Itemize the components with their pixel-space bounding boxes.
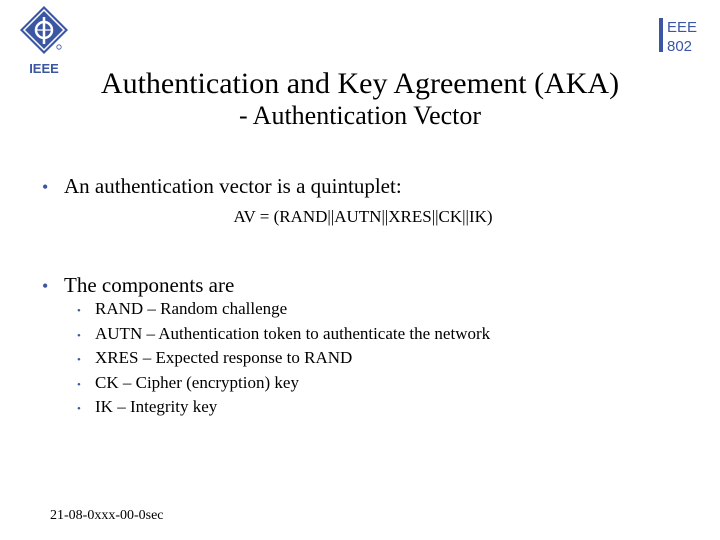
sub-bullet-dot: • <box>77 329 81 342</box>
list-item <box>77 323 490 348</box>
slide-subtitle: - Authentication Vector <box>238 101 482 130</box>
list-item <box>77 372 490 397</box>
component-autn: AUTN – Authentication token to authenticate the network <box>95 323 491 343</box>
bullet-text: The components are <box>64 273 235 297</box>
av-formula: AV = (RAND||AUTN||XRES||CK||IK) <box>233 207 493 226</box>
sub-bullet-dot: • <box>77 403 81 415</box>
component-ik: IK – Integrity key <box>95 397 218 416</box>
sub-bullet-dot: • <box>77 305 81 317</box>
slide-title: Authentication and Key Agreement (AKA) <box>100 67 620 100</box>
bullet-components <box>42 273 234 298</box>
components-list <box>77 298 490 421</box>
bullet-text: An authentication vector is a quintuplet: <box>64 174 402 198</box>
list-item <box>77 396 490 421</box>
document-id-footer: 21-08-0xxx-00-0sec <box>50 508 164 523</box>
component-xres: XRES – Expected response to RAND <box>95 348 353 367</box>
list-item <box>77 347 490 372</box>
component-ck: CK – Cipher (encryption) key <box>95 372 299 392</box>
ieee-802-badge-line1: EEE <box>667 19 698 36</box>
ieee-logo-text: IEEE <box>29 61 59 76</box>
ieee-802-badge-line2: 802 <box>667 38 693 54</box>
sub-bullet-dot: • <box>77 354 81 366</box>
bullet-quintuplet <box>42 174 402 199</box>
component-rand: RAND – Random challenge <box>95 299 288 318</box>
bullet-dot: • <box>42 177 49 197</box>
ieee-802-logo <box>657 16 705 54</box>
sub-bullet-dot: • <box>77 378 81 391</box>
list-item <box>77 298 490 323</box>
ieee-logo <box>16 4 72 76</box>
bullet-dot: • <box>42 276 49 296</box>
